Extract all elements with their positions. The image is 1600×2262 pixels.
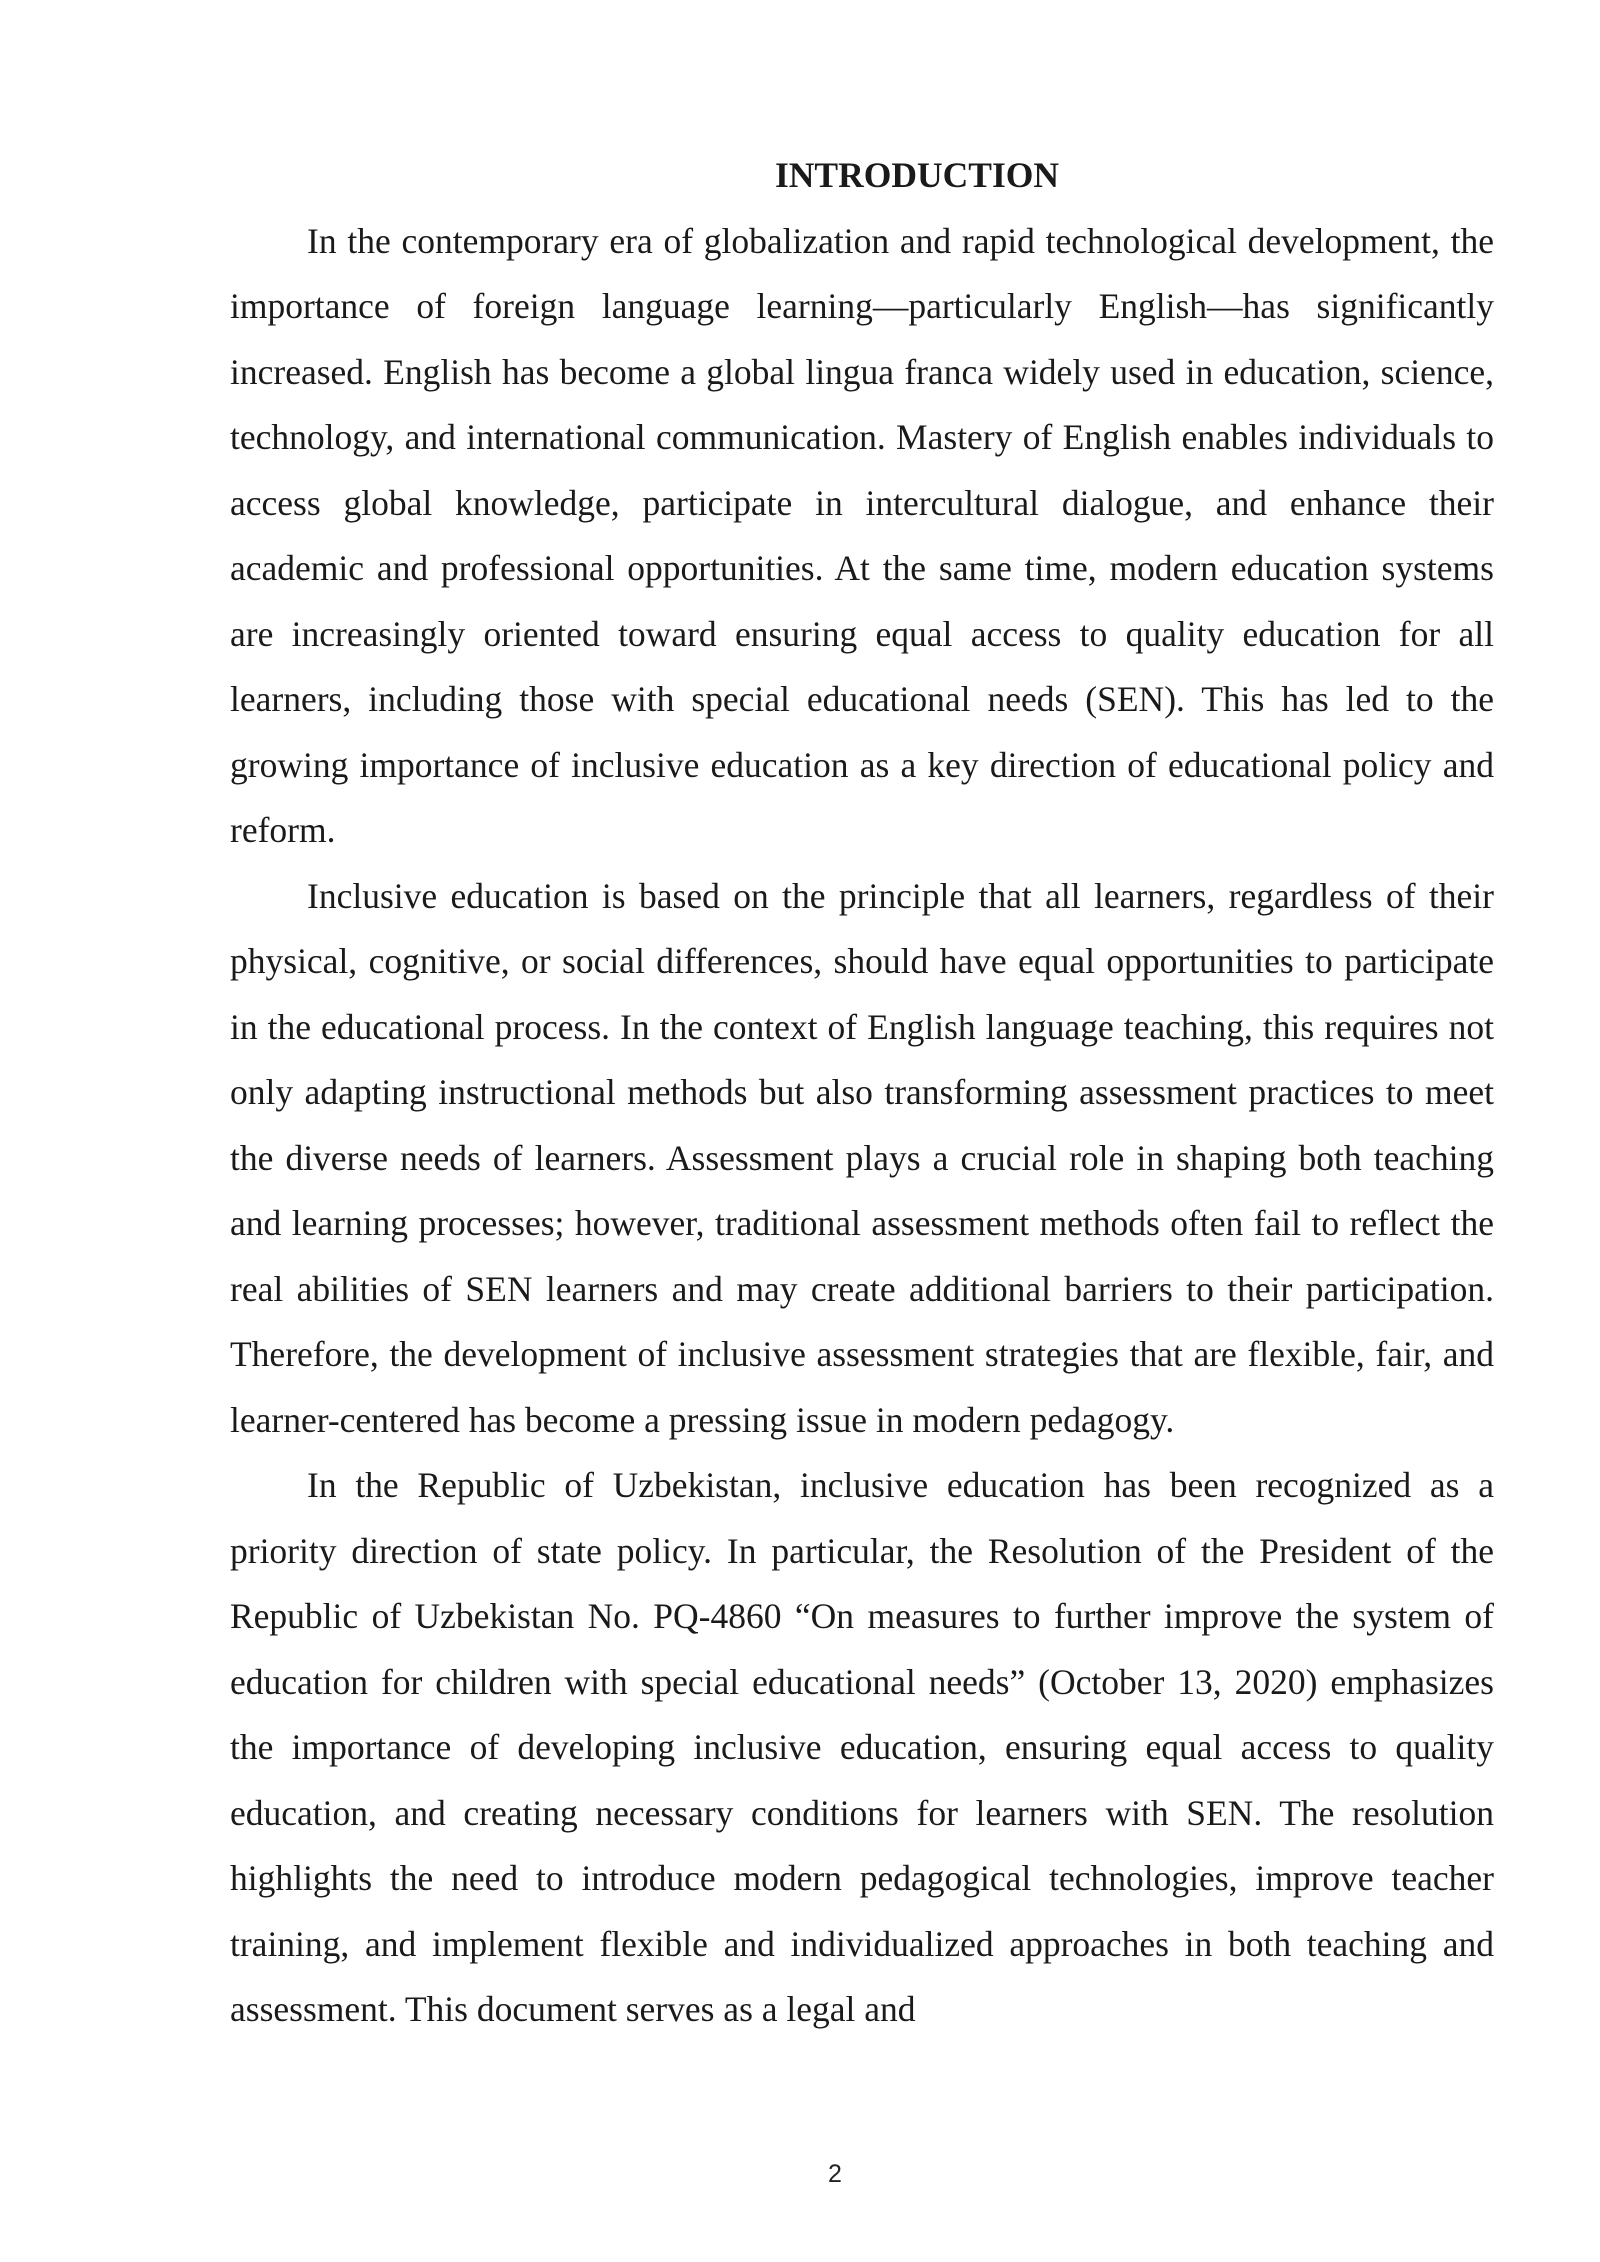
paragraph-2: Inclusive education is based on the principle that all learners, regardless of their physical, cognitive, or social differences, should have equal opportunities to participate in the educational process. In the context of English language teaching, this requires not only adapting instructional methods but also transforming assessment practices to meet the diverse needs of learners. Assessment plays a crucial role in shaping both teaching and learning processes; however, traditional assessment methods often fail to reflect the real abilities of SEN learners and may create additional barriers to their participation. Therefore, the development of inclusive assessment strategies that are flexible, fair, and learner-centered has become a pressing issue in modern pedagogy.	[230, 875, 1494, 1440]
paragraph-3: In the Republic of Uzbekistan, inclusive education has been recognized as a priority direction of state policy. In particular, the Resolution of the President of the Republic of Uzbekistan No. PQ-4860 “On measures to further improve the system of education for children with special educational needs” (October 13, 2020) emphasizes the importance of developing inclusive education, ensuring equal access to quality education, and creating necessary conditions for learners with SEN. The resolution highlights the need to introduce modern pedagogical technologies, improve teacher training, and implement flexible and individualized approaches in both teaching and assessment. This document serves as a legal and	[230, 1465, 1494, 2029]
section-title: INTRODUCTION	[774, 155, 1060, 195]
paragraph-1: In the contemporary era of globalization and rapid technological development, the importance of foreign language learning—particularly English—has significantly increased. English has become a global lingua franca widely used in education, science, technology, and international communication. Mastery of English enables individuals to access global knowledge, participate in intercultural dialogue, and enhance their academic and professional opportunities. At the same time, modern education systems are increasingly oriented toward ensuring equal access to quality education for all learners, including those with special educational needs (SEN). This has led to the growing importance of inclusive education as a key direction of educational policy and reform.	[230, 220, 1494, 850]
page-number: 2	[828, 2160, 842, 2188]
page-content	[230, 143, 1494, 2043]
